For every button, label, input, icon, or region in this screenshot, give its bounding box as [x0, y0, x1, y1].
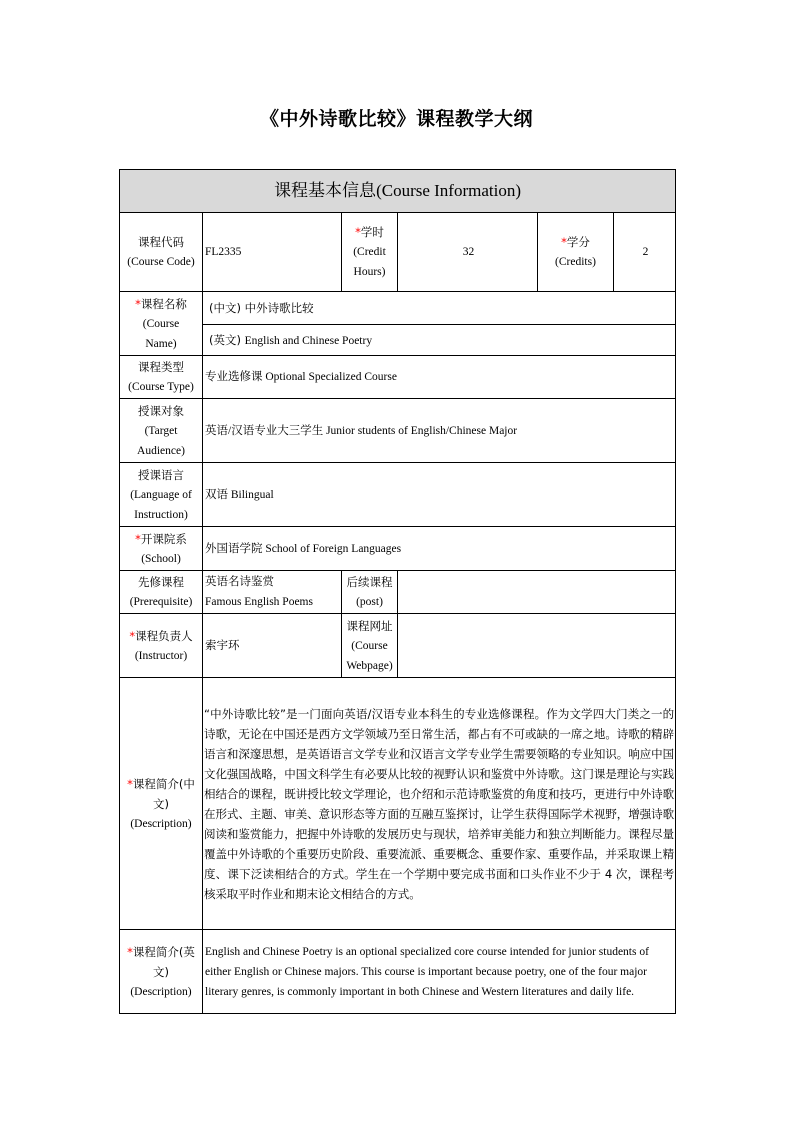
course-type-label	[120, 356, 203, 399]
required-marker: *	[129, 628, 136, 643]
course-name-cn-value: 中外诗歌比较	[244, 301, 314, 315]
course-name-label-cn: 课程名称	[140, 296, 187, 311]
hours-value: 32	[398, 213, 538, 292]
required-marker: *	[561, 235, 567, 249]
desc-cn-label-cn-2: 文)	[153, 796, 169, 811]
credits-label	[538, 213, 614, 292]
audience-label-en-1: (Target	[144, 424, 178, 437]
course-name-cn	[203, 292, 676, 325]
required-marker: *	[355, 225, 361, 239]
desc-cn-label-en: (Description)	[130, 817, 192, 830]
required-marker: *	[127, 944, 133, 959]
webpage-value	[398, 614, 676, 678]
prerequisite-value-cn: 英语名诗鉴赏	[205, 576, 274, 588]
webpage-label	[342, 614, 398, 678]
webpage-label-en-2: Webpage)	[346, 659, 393, 672]
webpage-label-cn: 课程网址	[346, 618, 393, 633]
instructor-label	[120, 614, 203, 678]
course-name-label-en-2: Name)	[145, 337, 177, 350]
course-code-label	[120, 213, 203, 292]
course-code-label-en: (Course Code)	[127, 256, 195, 268]
required-marker: *	[135, 531, 141, 546]
hours-label-cn: 学时	[360, 225, 384, 239]
language-label-en-2: Instruction)	[134, 508, 188, 521]
course-code-label-cn: 课程代码	[138, 235, 184, 249]
prerequisite-label-en: (Prerequisite)	[129, 596, 193, 608]
desc-en-label-en: (Description)	[130, 985, 192, 998]
course-type-label-en: (Course Type)	[128, 381, 194, 393]
language-label-cn: 授课语言	[138, 467, 184, 482]
hours-label-en-2: Hours)	[353, 266, 386, 278]
document-title: 《中外诗歌比较》课程教学大纲	[259, 108, 533, 130]
audience-label-cn: 授课对象	[138, 403, 184, 418]
hours-label	[342, 213, 398, 292]
header-cn: 课程基本信息	[274, 181, 377, 201]
course-name-cn-prefix: (中文)	[209, 301, 241, 315]
school-value: 外国语学院 School of Foreign Languages	[203, 527, 676, 571]
course-name-label-en-1: (Course	[142, 317, 180, 330]
instructor-value: 索宇环	[203, 614, 342, 678]
course-name-en	[203, 325, 676, 356]
school-label	[120, 527, 203, 571]
course-name-label	[120, 292, 203, 356]
credits-value: 2	[614, 213, 676, 292]
desc-en-text: English and Chinese Poetry is an optional specialized core course intended for junior students of either English or Chinese majors. This course is important because poetry, one of the four major literary genres, is commonly important in both Chinese and Western literatures and daily life.	[203, 930, 676, 1014]
course-type-value: 专业选修课 Optional Specialized Course	[203, 356, 676, 399]
desc-en-label-cn: 课程简介(英	[132, 944, 195, 959]
post-course-label	[342, 571, 398, 614]
desc-cn-label-cn: 课程简介(中	[132, 776, 195, 791]
instructor-label-en: (Instructor)	[134, 649, 188, 662]
hours-label-en-1: (Credit	[353, 246, 386, 258]
course-name-en-value: English and Chinese Poetry	[244, 334, 373, 347]
audience-label	[120, 399, 203, 463]
audience-value: 英语/汉语专业大三学生 Junior students of English/Chinese Major	[203, 399, 676, 463]
desc-cn-text: “中外诗歌比较”是一门面向英语/汉语专业本科生的专业选修课程。作为文学四大门类之一的诗歌，无论在中国还是西方文学领域乃至日常生活，都占有不可或缺的一席之地。诗歌的精辟语言和深邃思想，是英语语言文学专业和汉语言文学专业学生需要领略的专业知识。响应中国文化强国战略，中国文科学生有必要从比较的视野认识和鉴赏中外诗歌。这门课是理论与实践相结合的课程，既讲授比较文学理论，也介绍和示范诗歌鉴赏的角度和技巧，更进行中外诗歌在形式、主题、审美、意识形态等方面的互融互鉴探讨，让学生获得国际学术视野，增强诗歌阅读和鉴赏能力，把握中外诗歌的发展历史与现状，培养审美能力和独立判断能力。课程尽量覆盖中外诗歌的个重要历史阶段、重要流派、重要概念、重要作家、重要作品，并采取课上精度、课下泛读相结合的方式。学生在一个学期中要完成书面和口头作业不少于 4 次，课程考核采取平时作业和期末论文相结合的方式。	[203, 678, 676, 930]
course-name-en-prefix: (英文)	[209, 332, 241, 347]
post-course-value	[398, 571, 676, 614]
language-label	[120, 463, 203, 527]
required-marker: *	[127, 776, 133, 791]
webpage-label-en-1: (Course	[351, 639, 388, 652]
post-course-label-cn: 后续课程	[346, 575, 393, 589]
school-label-en: (School)	[141, 552, 181, 565]
course-code-value: FL2335	[203, 213, 342, 292]
language-label-en-1: (Language of	[130, 488, 192, 501]
table-header	[120, 170, 676, 213]
course-info-table	[119, 169, 676, 1014]
prerequisite-value-en: Famous English Poems	[205, 596, 313, 608]
desc-en-label	[120, 930, 203, 1014]
school-label-cn: 开课院系	[140, 531, 187, 546]
course-type-label-cn: 课程类型	[138, 360, 184, 374]
prerequisite-value	[203, 571, 342, 614]
prerequisite-label	[120, 571, 203, 614]
language-value: 双语 Bilingual	[203, 463, 676, 527]
instructor-label-cn: 课程负责人	[135, 628, 193, 643]
desc-en-label-cn-2: 文)	[153, 964, 169, 979]
required-marker: *	[135, 296, 141, 311]
desc-cn-label	[120, 678, 203, 930]
credits-label-cn: 学分	[566, 235, 590, 249]
prerequisite-label-cn: 先修课程	[138, 575, 184, 589]
credits-label-en: (Credits)	[555, 256, 596, 268]
audience-label-en-2: Audience)	[137, 444, 185, 457]
post-course-label-en: (post)	[356, 596, 383, 608]
header-en: (Course Information)	[376, 181, 521, 200]
